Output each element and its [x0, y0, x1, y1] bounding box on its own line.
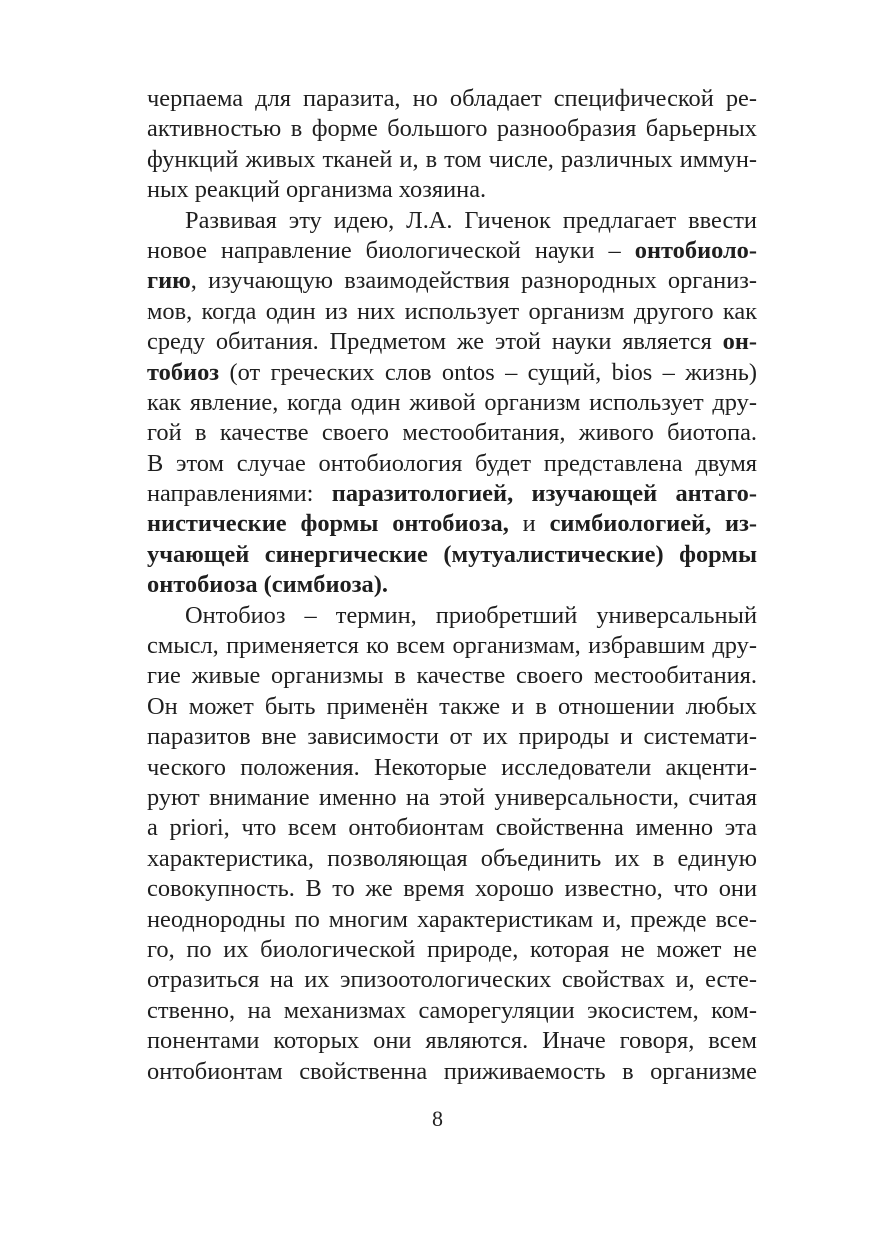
text-run: В этом случае онтобиология будет представлена двумя: [147, 449, 757, 477]
text-run: как явление, когда один живой организм использует дру-: [147, 388, 757, 416]
text-line: [147, 996, 757, 1026]
text-line: [147, 509, 757, 539]
text-run: функций живых тканей и, в том числе, различных иммун-: [147, 145, 757, 173]
text-line: [147, 266, 757, 296]
text-run: Он может быть применён также и в отношении любых: [147, 692, 757, 720]
text-run: неоднородны по многим характеристикам и, прежде все-: [147, 905, 757, 933]
text-line: [147, 418, 757, 448]
text-run: ческого положения. Некоторые исследователи акценти-: [147, 753, 757, 781]
text-line: [147, 722, 757, 752]
text-line: [147, 1026, 757, 1056]
text-run: понентами которых они являются. Иначе говоря, всем: [147, 1027, 757, 1055]
page-number: 8: [432, 1106, 443, 1131]
bold-text: онтобиоза (симбиоза).: [147, 571, 388, 599]
text-run: ственно, на механизмах саморегуляции экосистем, ком-: [147, 996, 757, 1024]
text-line: [147, 449, 757, 479]
text-line: [147, 965, 757, 995]
text-run: и: [508, 510, 550, 538]
bold-text: он-: [722, 328, 757, 356]
text-line: [147, 114, 757, 144]
bold-text: онтобиоло-: [634, 236, 757, 264]
text-line: [147, 783, 757, 813]
text-run: совокупность. В то же время хорошо известно, что они: [147, 875, 757, 903]
text-run: новое направление биологической науки –: [147, 236, 635, 264]
text-run: активностью в форме большого разнообразия барьерных: [147, 115, 757, 143]
bold-text: учающей синергические (мутуалистические) формы: [147, 540, 757, 568]
bold-text: симбиологией, из-: [549, 510, 757, 538]
text-run: руют внимание именно на этой универсальности, считая: [147, 783, 757, 811]
body-text: [147, 84, 757, 1087]
text-line: [147, 844, 757, 874]
text-line: [147, 297, 757, 327]
text-line: [147, 661, 757, 691]
text-line: [147, 358, 757, 388]
text-line: [147, 540, 757, 570]
text-line: [147, 601, 757, 631]
text-run: го, по их биологической природе, которая не может не: [147, 935, 757, 963]
text-line: [147, 813, 757, 843]
text-run: направлениями:: [147, 480, 332, 508]
text-line: [147, 1057, 757, 1087]
text-line: [147, 206, 757, 236]
text-line: [147, 753, 757, 783]
text-line: [147, 874, 757, 904]
text-run: онтобионтам свойственна приживаемость в организме: [147, 1057, 757, 1085]
text-line: [147, 327, 757, 357]
bold-text: тобиоз: [147, 358, 220, 386]
text-line: [147, 935, 757, 965]
text-line: [147, 479, 757, 509]
text-run: , изучающую взаимодействия разнородных организ-: [190, 267, 757, 295]
text-run: Онтобиоз – термин, приобретший универсальный: [185, 601, 757, 629]
text-run: мов, когда один из них использует организм другого как: [147, 297, 757, 325]
text-line: [147, 570, 757, 600]
text-line: [147, 175, 757, 205]
text-run: гой в качестве своего местообитания, живого биотопа.: [147, 419, 757, 447]
text-line: [147, 145, 757, 175]
text-line: [147, 692, 757, 722]
text-line: [147, 388, 757, 418]
text-run: среду обитания. Предметом же этой науки является: [147, 328, 723, 356]
text-line: [147, 631, 757, 661]
text-line: [147, 905, 757, 935]
text-run: характеристика, позволяющая объединить их в единую: [147, 844, 757, 872]
text-run: паразитов вне зависимости от их природы и системати-: [147, 723, 757, 751]
text-run: отразиться на их эпизоотологических свойствах и, есте-: [147, 966, 757, 994]
text-run: a priori, что всем онтобионтам свойственна именно эта: [147, 814, 757, 842]
text-line: [147, 236, 757, 266]
text-run: (от греческих слов ontos – сущий, bios – жизнь): [219, 358, 757, 386]
text-run: гие живые организмы в качестве своего местообитания.: [147, 662, 757, 690]
text-run: черпаема для паразита, но обладает специфической ре-: [147, 85, 757, 112]
text-run: ных реакций организма хозяина.: [147, 176, 487, 204]
bold-text: гию: [147, 267, 191, 295]
text-run: смысл, применяется ко всем организмам, избравшим дру-: [147, 632, 757, 660]
text-run: Развивая эту идею, Л.А. Гиченок предлагает ввести: [185, 206, 757, 234]
text-line: [147, 84, 757, 114]
bold-text: нистические формы онтобиоза,: [147, 510, 509, 538]
bold-text: паразитологией, изучающей антаго-: [331, 480, 757, 508]
